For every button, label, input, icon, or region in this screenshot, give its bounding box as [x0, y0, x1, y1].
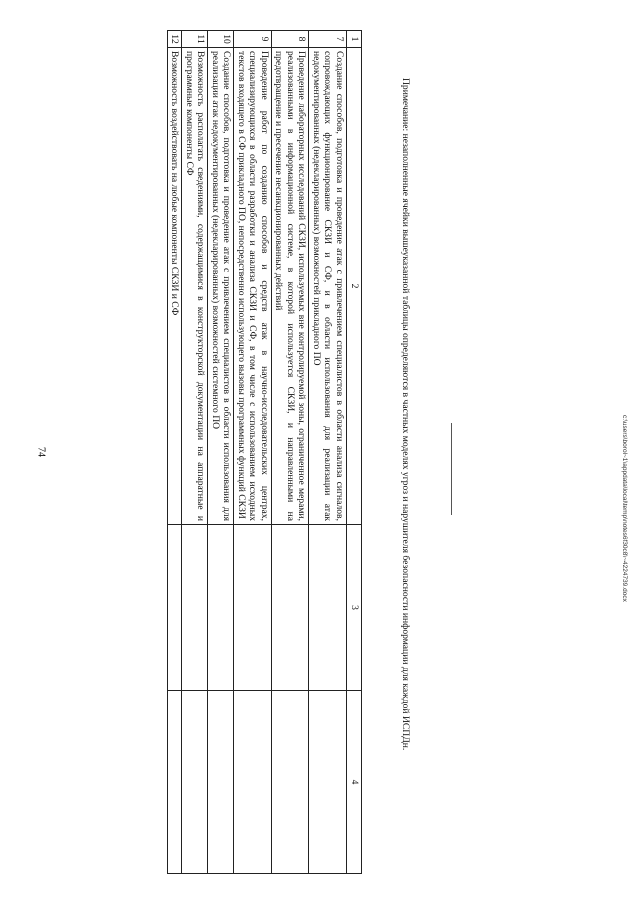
row-number: 10	[208, 31, 234, 48]
table-row	[309, 31, 347, 874]
row-number: 11	[182, 31, 208, 48]
row-number: 8	[272, 31, 310, 48]
table-row	[234, 31, 272, 874]
header-cell-2: 2	[347, 48, 362, 525]
row-cell-col4	[272, 691, 310, 874]
row-description: Возможность располагать сведениями, содержащимися в конструкторской документации на аппаратные и программные компоненты СФ	[182, 48, 208, 525]
row-cell-col3	[208, 525, 234, 691]
row-cell-col4	[208, 691, 234, 874]
threat-capabilities-table	[167, 30, 362, 874]
row-number: 9	[234, 31, 272, 48]
table-row	[208, 31, 234, 874]
table-row	[272, 31, 310, 874]
footnote-divider	[451, 423, 452, 515]
row-cell-col3	[168, 525, 183, 691]
row-cell-col4	[234, 691, 272, 874]
header-cell-3: 3	[347, 525, 362, 691]
row-description: Возможность воздействовать на любые компоненты СКЗИ и СФ	[168, 48, 183, 525]
row-cell-col3	[272, 525, 310, 691]
table-row	[182, 31, 208, 874]
rotated-page-content	[0, 30, 640, 900]
table-header-row	[347, 31, 362, 874]
row-cell-col4	[182, 691, 208, 874]
row-description: Проведение работ по созданию способов и средств атак в научно-исследовательских центрах, специализирующихся в области разработки и анализа СКЗИ и СФ, в том числе с использованием исходных текстов входящего в СФ прикладного ПО, непосредственно использующего вызовы программных функций СКЗИ	[234, 48, 272, 525]
table-row	[168, 31, 183, 874]
table-note: Примечание: незаполненные ячейки вышеуказанной таблицы определяются в частных моделях угроз и нарушителя безопасности информации для каждой ИСПДн.	[400, 78, 411, 751]
header-cell-4: 4	[347, 691, 362, 874]
row-cell-col3	[182, 525, 208, 691]
row-description: Создание способов, подготовка и проведение атак с привлечением специалистов в области анализа сигналов, сопровождающих функционирование СКЗИ и СФ, и в области использования для реализации атак недокументированных (недекларированных) возможностей прикладного ПО	[309, 48, 347, 525]
page-number: 74	[35, 447, 47, 457]
document-footer-path: c:\users\borol~1\appdata\local\temp\notes6f30c8\~4224739.docx	[621, 415, 628, 602]
row-number: 7	[309, 31, 347, 48]
row-cell-col4	[309, 691, 347, 874]
row-description: Создание способов, подготовка и проведение атак с привлечением специалистов в области использования для реализации атак недокументированных (недекларированных) возможностей системного ПО	[208, 48, 234, 525]
row-cell-col3	[234, 525, 272, 691]
row-cell-col3	[309, 525, 347, 691]
row-number: 12	[168, 31, 183, 48]
header-cell-1: 1	[347, 31, 362, 48]
row-description: Проведение лабораторных исследований СКЗИ, используемых вне контролируемой зоны, ограниченное мерами, реализованными в информационной системе, в которой используется СКЗИ, и направленными на предотвращение и пресечение несанкционированных действий	[272, 48, 310, 525]
row-cell-col4	[168, 691, 183, 874]
